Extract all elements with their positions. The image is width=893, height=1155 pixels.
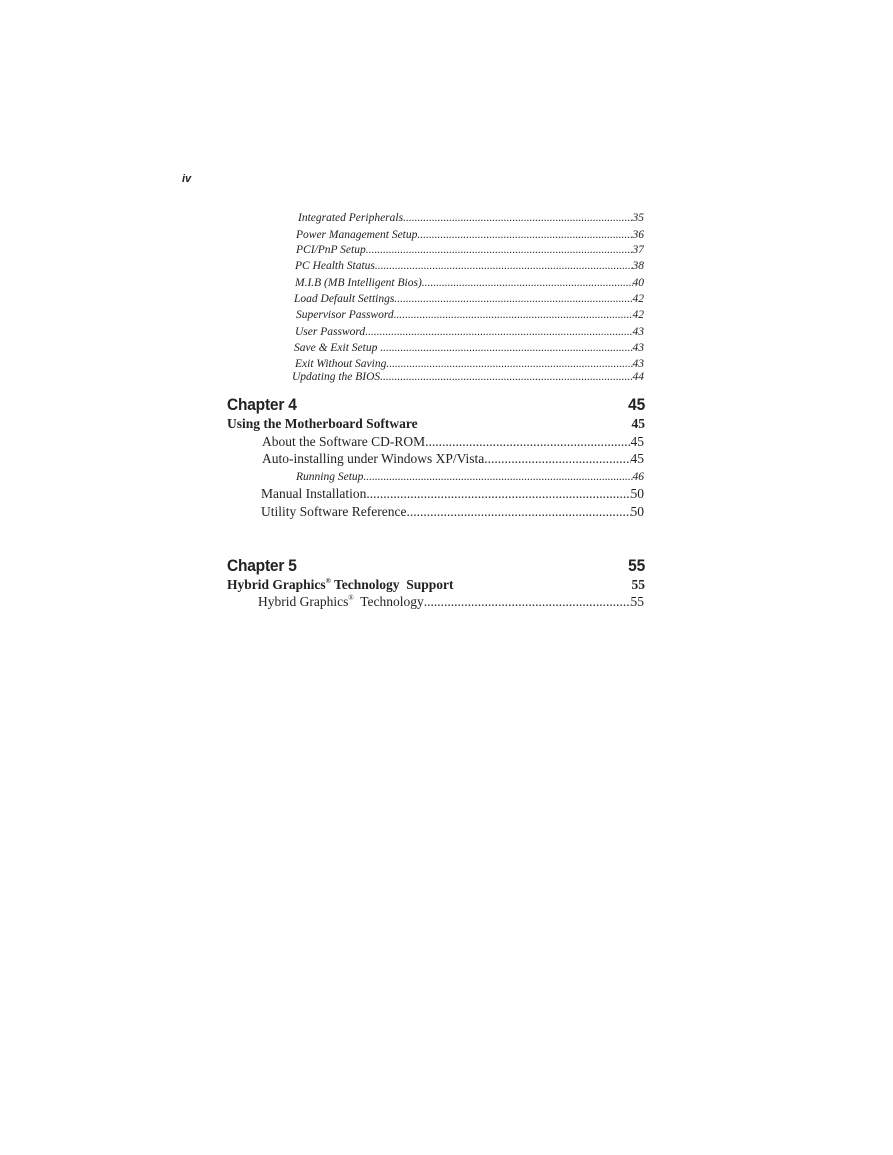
chapter-4-page: 45: [628, 396, 645, 415]
toc-entry-auto-installing[interactable]: Auto-installing under Windows XP/Vista ..... 45: [262, 450, 644, 467]
toc-entry-manual-installation[interactable]: Manual Installation ..... 50: [261, 485, 644, 502]
registered-mark: ®: [325, 577, 331, 585]
chapter-5-section-title[interactable]: Hybrid Graphics® Technology Support 55: [227, 577, 645, 592]
page-number: iv: [182, 173, 192, 185]
toc-entry-save-exit-setup[interactable]: Save & Exit Setup ..... 43: [294, 341, 644, 355]
toc-entry-pci-pnp-setup[interactable]: PCI/PnP Setup ..... 37: [296, 243, 644, 257]
toc-entry-updating-the-bios[interactable]: Updating the BIOS ..... 44: [292, 370, 644, 384]
chapter-4-title: Chapter 4: [227, 396, 297, 415]
chapter-5-page: 55: [628, 557, 645, 576]
chapter-5-title: Chapter 5: [227, 557, 297, 576]
toc-entry-pc-health-status[interactable]: PC Health Status ..... 38: [295, 259, 644, 273]
toc-entry-exit-without-saving[interactable]: Exit Without Saving ..... 43: [295, 357, 644, 371]
toc-entry-user-password[interactable]: User Password ..... 43: [295, 325, 644, 339]
toc-entry-utility-software-reference[interactable]: Utility Software Reference ..... 50: [261, 503, 644, 520]
toc-entry-supervisor-password[interactable]: Supervisor Password ..... 42: [296, 308, 644, 322]
toc-entry-mib[interactable]: M.I.B (MB Intelligent Bios) ..... 40: [295, 276, 644, 290]
chapter-4-section-title[interactable]: Using the Motherboard Software 45: [227, 416, 645, 431]
registered-mark: ®: [348, 594, 354, 602]
toc-entry-integrated-peripherals[interactable]: Integrated Peripherals ..... 35: [298, 211, 644, 225]
toc-entry-running-setup[interactable]: Running Setup ..... 46: [296, 470, 644, 484]
toc-entry-about-software-cd[interactable]: About the Software CD-ROM ..... 45: [262, 433, 644, 450]
chapter-4-heading[interactable]: [227, 395, 645, 417]
toc-entry-power-management-setup[interactable]: Power Management Setup ..... 36: [296, 228, 644, 242]
chapter-5-heading[interactable]: [227, 556, 645, 578]
toc-entry-hybrid-graphics-technology[interactable]: Hybrid Graphics® Technology ..... 55: [258, 593, 644, 610]
toc-entry-load-default-settings[interactable]: Load Default Settings ..... 42: [294, 292, 644, 306]
